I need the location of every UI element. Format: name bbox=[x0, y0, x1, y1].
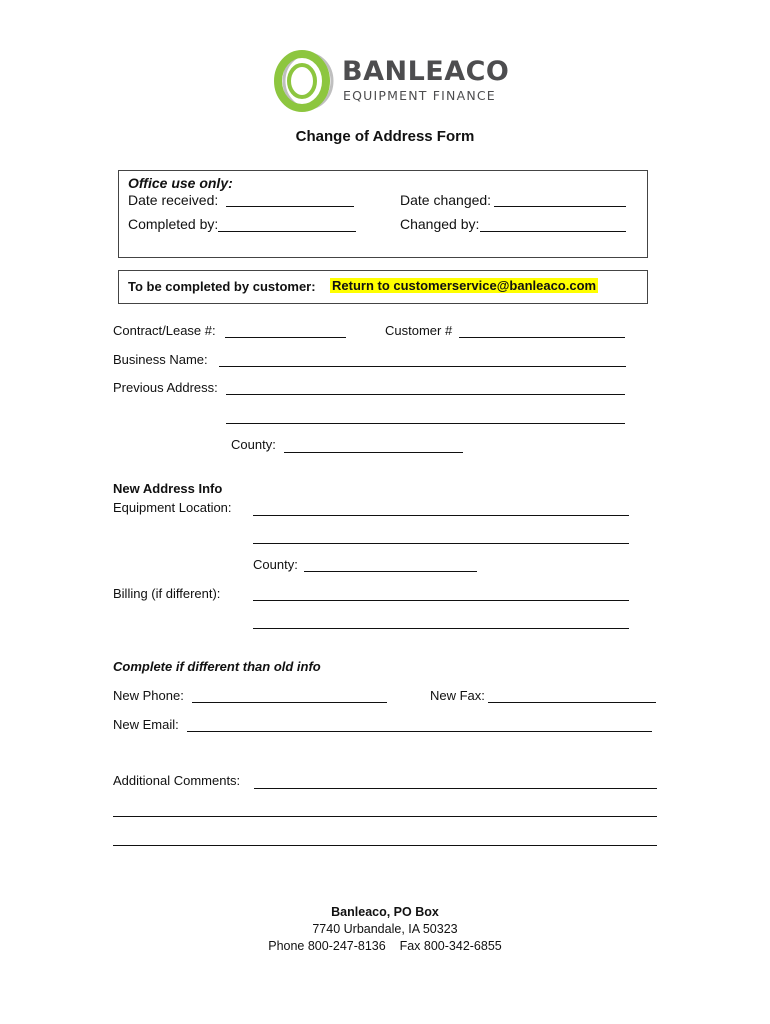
new-address-heading: New Address Info bbox=[113, 481, 223, 496]
logo-tagline: EQUIPMENT FINANCE bbox=[343, 88, 496, 103]
customer-number-label: Customer # bbox=[385, 323, 453, 338]
customer-label: To be completed by customer: bbox=[128, 279, 316, 294]
comments-field-2[interactable] bbox=[113, 816, 657, 817]
date-received-field[interactable] bbox=[226, 206, 354, 207]
business-name-field[interactable] bbox=[219, 366, 626, 367]
comments-label: Additional Comments: bbox=[113, 773, 241, 788]
new-phone-label: New Phone: bbox=[113, 688, 184, 703]
date-received-label: Date received: bbox=[128, 192, 219, 208]
new-phone-field[interactable] bbox=[192, 702, 387, 703]
return-email-text: Return to customerservice@banleaco.com bbox=[332, 278, 597, 293]
customer-number-field[interactable] bbox=[459, 337, 625, 338]
banleaco-logo bbox=[272, 50, 510, 112]
new-fax-field[interactable] bbox=[488, 702, 656, 703]
billing-field-1[interactable] bbox=[253, 600, 629, 601]
equipment-location-field-2[interactable] bbox=[253, 543, 629, 544]
changed-by-field[interactable] bbox=[480, 231, 626, 232]
date-changed-label: Date changed: bbox=[400, 192, 492, 208]
comments-field-1[interactable] bbox=[254, 788, 657, 789]
business-name-label: Business Name: bbox=[113, 352, 208, 367]
equipment-location-field-1[interactable] bbox=[253, 515, 629, 516]
billing-label: Billing (if different): bbox=[113, 586, 221, 601]
previous-address-field-2[interactable] bbox=[226, 423, 625, 424]
footer-contact: Phone 800-247-8136 Fax 800-342-6855 bbox=[268, 939, 502, 953]
logo-rings-icon bbox=[272, 50, 336, 112]
contract-field[interactable] bbox=[225, 337, 346, 338]
footer-company: Banleaco, PO Box bbox=[331, 905, 439, 919]
equipment-location-label: Equipment Location: bbox=[113, 500, 232, 515]
billing-field-2[interactable] bbox=[253, 628, 629, 629]
new-county-field[interactable] bbox=[304, 571, 477, 572]
new-email-field[interactable] bbox=[187, 731, 652, 732]
previous-county-field[interactable] bbox=[284, 452, 463, 453]
office-use-heading: Office use only: bbox=[128, 175, 233, 191]
changed-by-label: Changed by: bbox=[400, 216, 480, 232]
previous-address-field-1[interactable] bbox=[226, 394, 625, 395]
new-fax-label: New Fax: bbox=[430, 688, 485, 703]
form-title: Change of Address Form bbox=[295, 128, 475, 145]
previous-address-label: Previous Address: bbox=[113, 380, 218, 395]
date-changed-field[interactable] bbox=[494, 206, 626, 207]
different-info-heading: Complete if different than old info bbox=[113, 659, 321, 674]
completed-by-label: Completed by: bbox=[128, 216, 219, 232]
new-email-label: New Email: bbox=[113, 717, 179, 732]
contract-label: Contract/Lease #: bbox=[113, 323, 216, 338]
completed-by-field[interactable] bbox=[218, 231, 356, 232]
previous-county-label: County: bbox=[231, 437, 276, 452]
footer-address: 7740 Urbandale, IA 50323 bbox=[312, 922, 458, 936]
logo-wordmark: BANLEACO bbox=[342, 56, 510, 87]
comments-field-3[interactable] bbox=[113, 845, 657, 846]
new-county-label: County: bbox=[253, 557, 298, 572]
